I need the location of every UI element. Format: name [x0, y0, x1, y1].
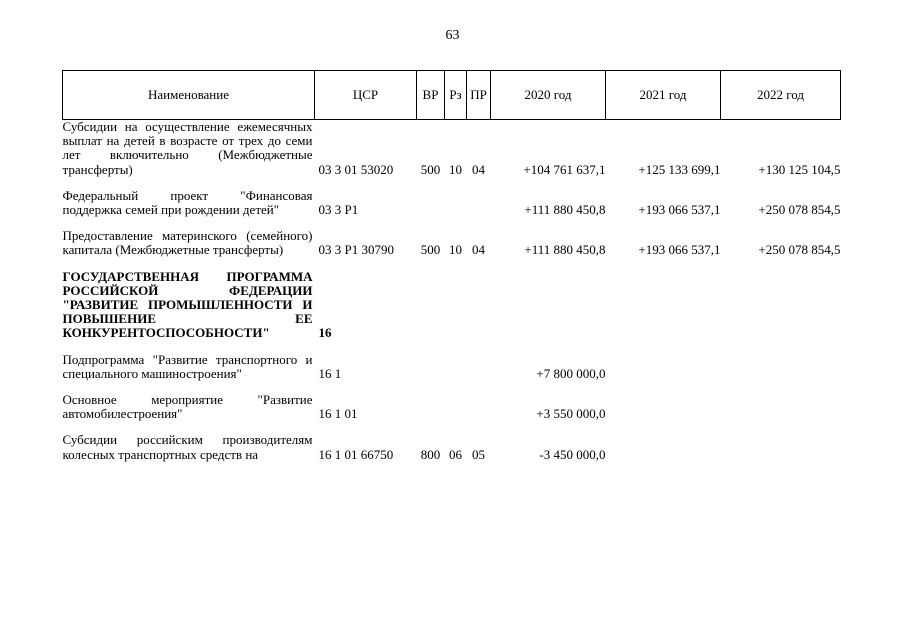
cell-y2021: +125 133 699,1 [638, 161, 721, 177]
header-pr: ПР [467, 71, 491, 120]
row-spacer [63, 341, 841, 353]
cell-y2022 [721, 393, 841, 421]
cell-vr [417, 393, 445, 421]
row-spacer-cell [63, 341, 841, 353]
row-spacer [63, 177, 841, 189]
cell-y2022: +250 078 854,5 [758, 242, 841, 258]
cell-y2022: +250 078 854,5 [758, 202, 841, 218]
cell-pr: 04 [472, 242, 485, 258]
cell-y2022 [721, 353, 841, 381]
cell-pr: 04 [472, 161, 485, 177]
cell-name: Основное мероприятие "Развитие автомобилестроения" [62, 392, 313, 422]
table-header-row [63, 71, 841, 120]
cell-vr [417, 270, 445, 341]
cell-y2021 [606, 353, 721, 381]
header-vr: ВР [417, 71, 445, 120]
cell-vr: 500 [420, 161, 441, 177]
cell-vr: 500 [420, 242, 441, 258]
cell-rz [445, 393, 467, 421]
cell-vr [417, 353, 445, 381]
cell-rz: 10 [449, 242, 462, 258]
cell-rz [445, 270, 467, 341]
cell-y2021: +193 066 537,1 [638, 202, 721, 218]
cell-pr [467, 270, 491, 341]
cell-y2020: +111 880 450,8 [524, 202, 606, 218]
cell-name: Федеральный проект "Финансовая поддержка семей при рождении детей" [62, 187, 313, 218]
cell-rz [445, 353, 467, 381]
table-row [63, 270, 841, 341]
table-row [63, 433, 841, 461]
cell-y2021 [606, 433, 721, 461]
table-row [63, 353, 841, 381]
header-name: Наименование [63, 71, 315, 120]
cell-y2022 [721, 433, 841, 461]
cell-y2021 [606, 393, 721, 421]
cell-rz: 10 [449, 161, 462, 177]
cell-y2021 [606, 270, 721, 341]
row-spacer-cell [63, 258, 841, 270]
header-csr: ЦСР [315, 71, 417, 120]
header-rz: Рз [445, 71, 467, 120]
cell-csr: 16 1 01 66750 [318, 446, 394, 462]
row-spacer [63, 258, 841, 270]
cell-name: Подпрограмма "Развитие транспортного и специального машиностроения" [62, 351, 313, 381]
budget-table [62, 70, 841, 462]
header-2021: 2021 год [606, 71, 721, 120]
cell-csr: 03 3 P1 30790 [318, 242, 394, 258]
cell-csr: 16 1 01 [318, 406, 358, 422]
cell-rz: 06 [449, 446, 462, 462]
table-row [63, 189, 841, 217]
cell-y2020: +7 800 000,0 [536, 365, 606, 381]
header-2020: 2020 год [491, 71, 606, 120]
cell-name: Субсидии российским производителям колесных транспортных средств на [62, 432, 313, 462]
cell-y2022: +130 125 104,5 [758, 161, 841, 177]
cell-y2020 [491, 270, 606, 341]
cell-y2020: +3 550 000,0 [536, 406, 606, 422]
table-row [63, 229, 841, 257]
row-spacer-cell [63, 177, 841, 189]
header-2022: 2022 год [721, 71, 841, 120]
cell-csr: 03 3 01 53020 [318, 161, 394, 177]
cell-y2022 [721, 270, 841, 341]
cell-y2020: -3 450 000,0 [539, 446, 606, 462]
table-body [63, 120, 841, 462]
cell-name: ГОСУДАРСТВЕННАЯ ПРОГРАММА РОССИЙСКОЙ ФЕДЕРАЦИИ "РАЗВИТИЕ ПРОМЫШЛЕННОСТИ И ПОВЫШЕНИЕ ЕЕ КОНКУРЕНТОСПОСОБНОСТИ" [62, 268, 313, 341]
cell-y2021: +193 066 537,1 [638, 242, 721, 258]
cell-csr: 03 3 P1 [318, 202, 359, 218]
cell-csr: 16 1 [318, 365, 342, 381]
cell-rz [445, 189, 467, 217]
cell-pr: 05 [472, 446, 485, 462]
cell-pr [467, 189, 491, 217]
table-row [63, 393, 841, 421]
cell-vr [417, 189, 445, 217]
table-row [63, 120, 841, 177]
cell-csr: 16 [318, 325, 332, 341]
cell-pr [467, 353, 491, 381]
page-number: 63 [445, 28, 460, 43]
cell-y2020: +104 761 637,1 [523, 161, 606, 177]
cell-name: Субсидии на осуществление ежемесячных выплат на детей в возрасте от трех до семи лет включительно (Межбюджетные трансферты) [62, 119, 313, 177]
cell-y2020: +111 880 450,8 [524, 242, 606, 258]
cell-vr: 800 [420, 446, 441, 462]
cell-pr [467, 393, 491, 421]
cell-name: Предоставление материнского (семейного) капитала (Межбюджетные трансферты) [62, 228, 313, 258]
